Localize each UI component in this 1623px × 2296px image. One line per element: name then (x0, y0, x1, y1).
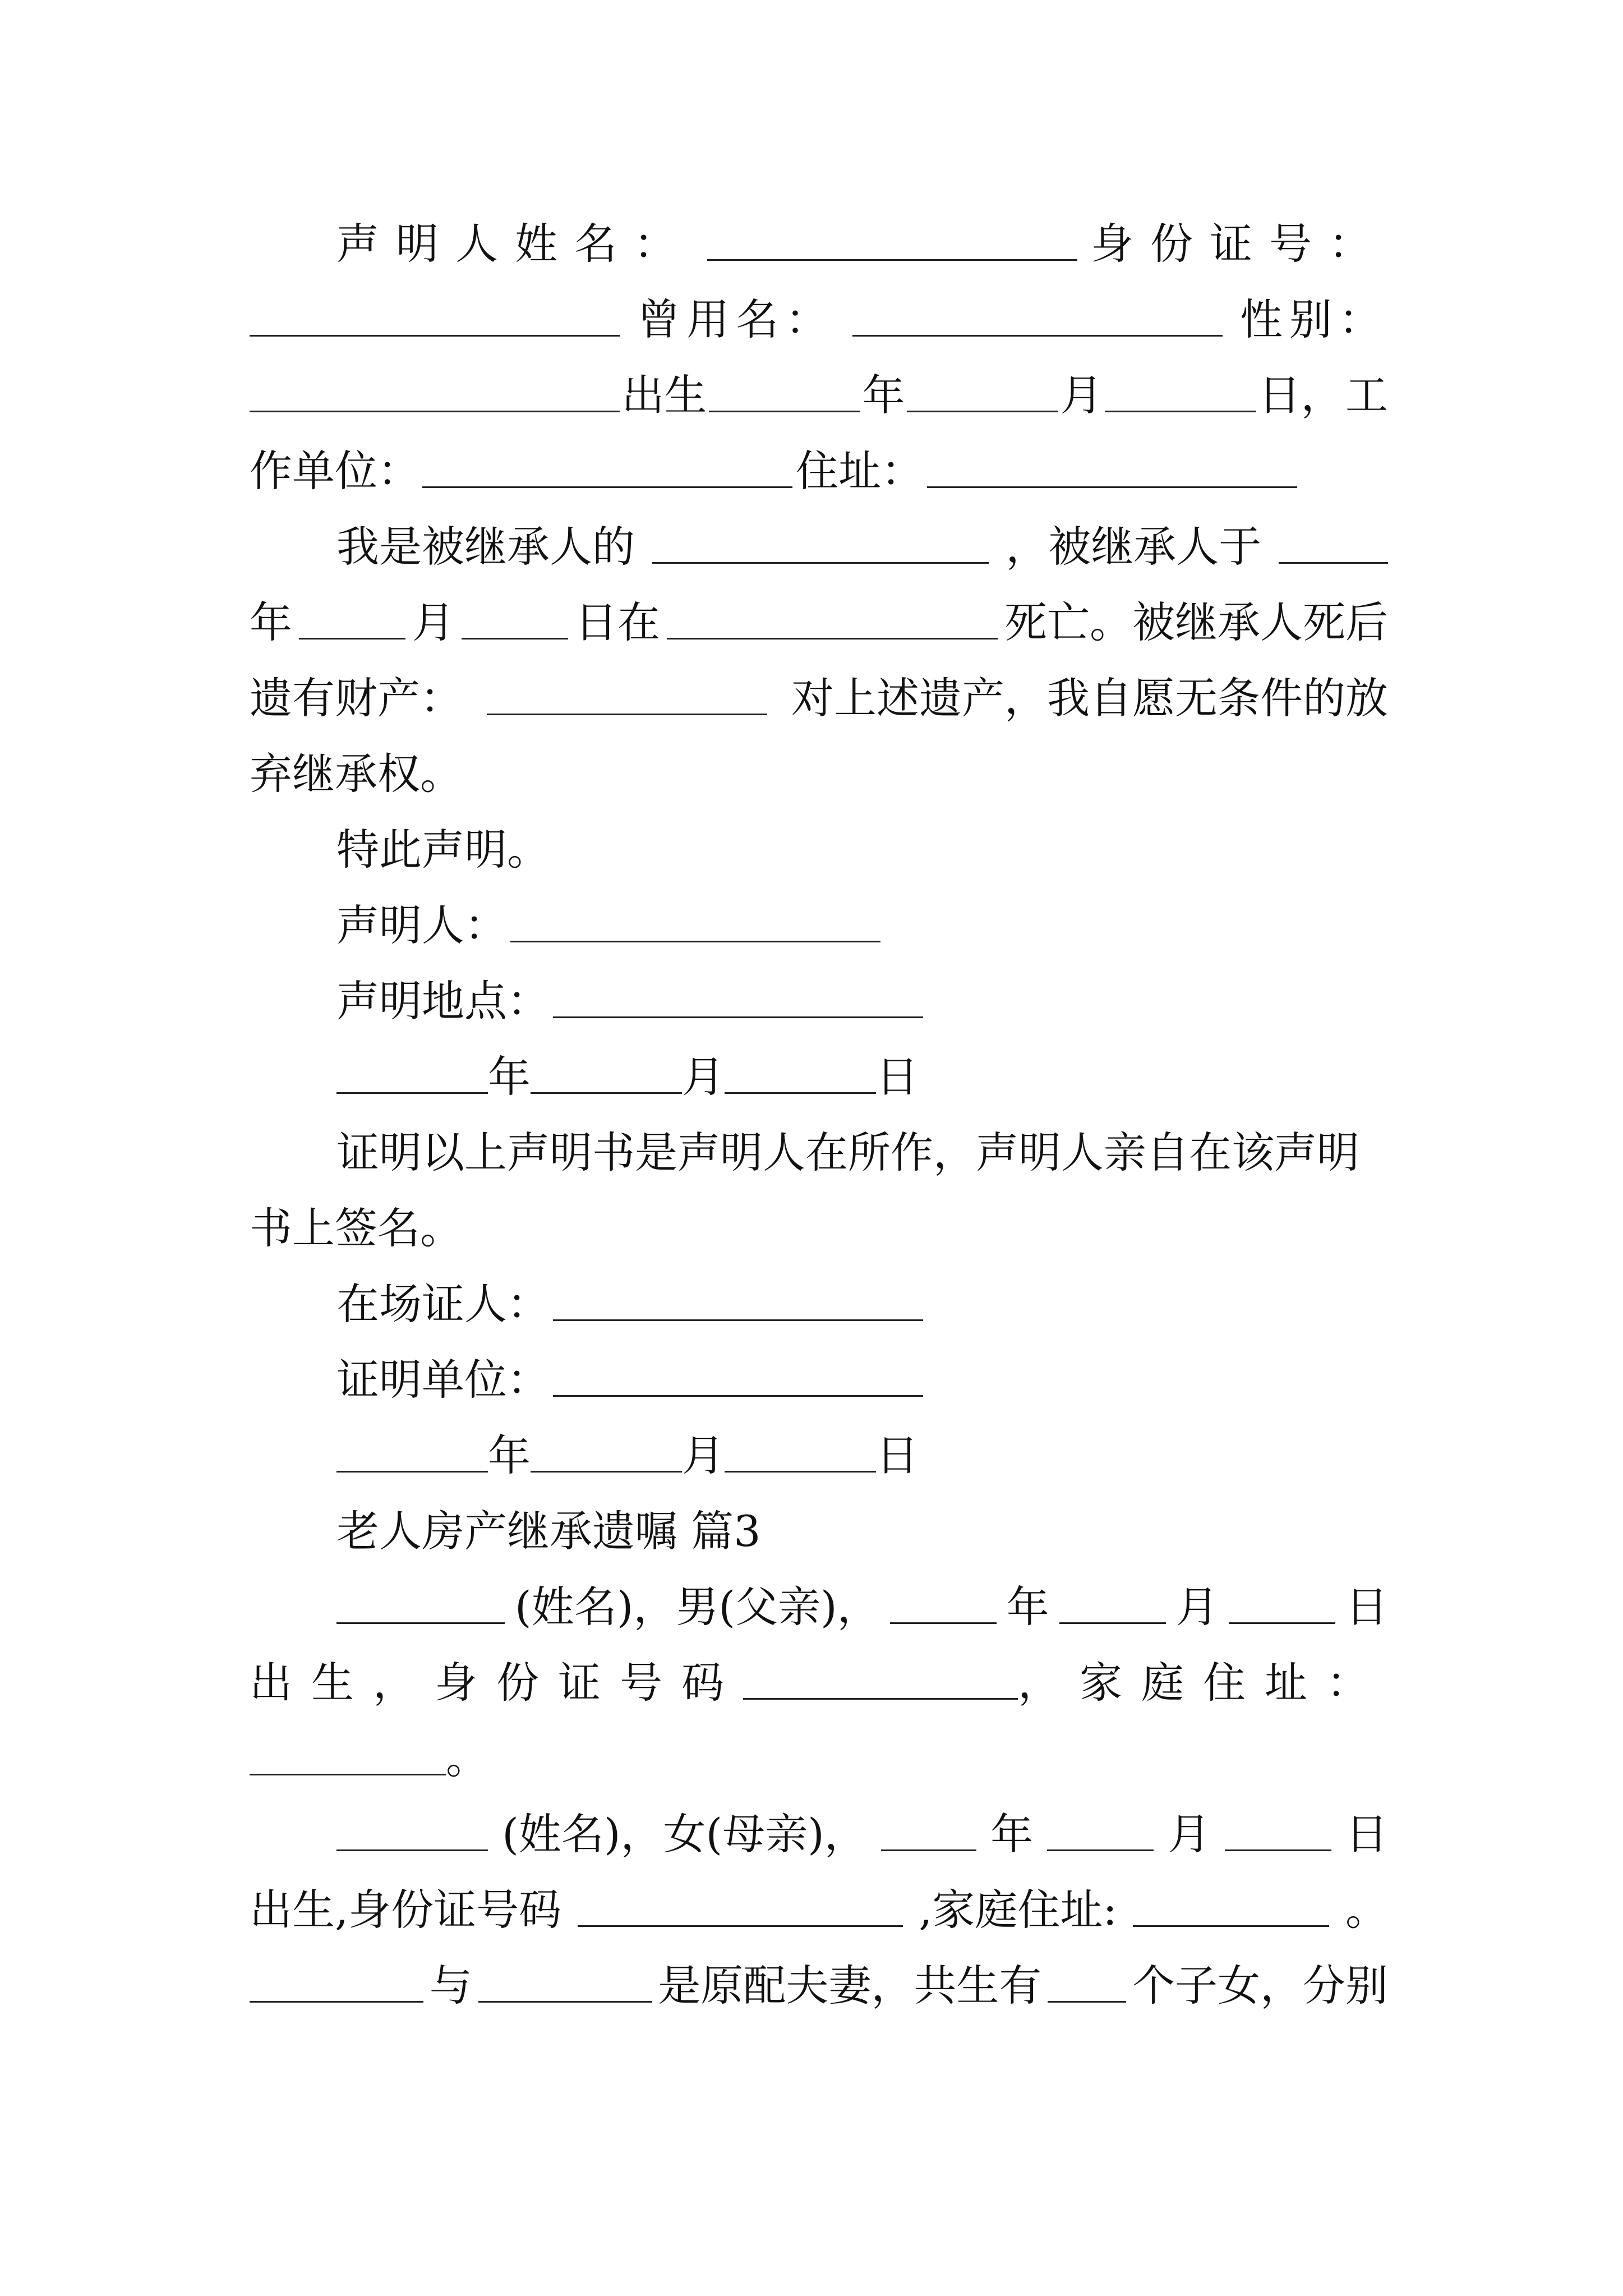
mother-name-blank (336, 1849, 488, 1851)
relation-blank (652, 562, 989, 564)
proof-year-blank (336, 1471, 488, 1473)
decl-day-label: 日 (876, 1052, 919, 1102)
death-text: 死亡。被继承人死后 (1004, 597, 1388, 647)
father-day-blank (1229, 1622, 1335, 1624)
death-day-blank (462, 638, 568, 639)
mother-year-label: 年 (990, 1809, 1034, 1859)
birth-month-blank (907, 411, 1058, 412)
gender-label: 性别： (1239, 295, 1388, 344)
birth-year-label: 年 (862, 370, 905, 420)
witness-blank (553, 1319, 923, 1321)
mother-month-label: 月 (1168, 1809, 1211, 1859)
estate-label: 遗有财产： (250, 673, 463, 723)
former-name-blank (852, 335, 1223, 337)
section-title: 老人房产继承遗嘱 篇3 (336, 1506, 761, 1556)
death-intro: ，被继承人于 (1006, 522, 1262, 572)
declarant-label: 声明人： (336, 900, 507, 950)
work-label: 作单位： (250, 446, 420, 496)
mother-id-line (250, 1879, 1388, 1941)
mother-day-blank (1225, 1849, 1331, 1851)
gender-blank (250, 411, 620, 412)
father-address-blank (250, 1774, 446, 1775)
declarant-line (336, 895, 1388, 956)
unit-blank (553, 1395, 923, 1397)
birth-day-blank (1105, 411, 1256, 412)
wife-blank (478, 2001, 652, 2003)
place-line (336, 970, 1388, 1032)
waiver-text: 对上述遗产，我自愿无条件的放 (791, 673, 1388, 723)
proof-month-label: 月 (682, 1430, 725, 1480)
father-id-line (250, 1652, 1388, 1714)
former-name-line (250, 289, 1388, 351)
father-address-line (250, 1728, 1388, 1789)
name-label: 声明人姓名： (336, 219, 693, 269)
declarant-blank (510, 941, 880, 942)
declarant-name-line (336, 213, 1388, 275)
couple-line (250, 1955, 1388, 2017)
death-year-blank (1279, 562, 1388, 564)
proof-date-line (336, 1425, 1388, 1487)
mother-name-label: (姓名)，女(母亲)， (502, 1809, 867, 1859)
and-label: 与 (429, 1961, 472, 2010)
declaration-date-line (336, 1046, 1388, 1108)
mother-id-blank (578, 1925, 903, 1927)
birth-year-blank (709, 411, 860, 412)
father-id-label: 出生，身份证号码 (250, 1658, 743, 1708)
mother-address-end: 。 (1345, 1885, 1388, 1935)
decl-year-blank (336, 1092, 488, 1094)
decl-day-blank (725, 1092, 876, 1094)
death-month-blank (299, 638, 405, 639)
father-month-label: 月 (1175, 1582, 1219, 1632)
proof-text-line: 证明以上声明书是声明人在所作，声明人亲自在该声明 (336, 1128, 1359, 1177)
unit-label: 证明单位： (336, 1355, 550, 1405)
father-day-label: 日 (1345, 1582, 1388, 1632)
children-text: 个子女，分别 (1132, 1961, 1388, 2010)
father-id-blank (743, 1698, 1018, 1700)
death-day-label: 日在 (575, 597, 660, 647)
death-place-blank (667, 638, 998, 639)
father-year-label: 年 (1006, 1582, 1049, 1632)
former-name-label: 曾用名： (637, 295, 835, 344)
work-char: 工 (1345, 370, 1388, 420)
id-label: 身份证号： (1091, 219, 1388, 269)
decl-month-blank (531, 1092, 682, 1094)
witness-line (336, 1273, 1388, 1335)
mother-line (336, 1803, 1388, 1865)
death-date-line (250, 592, 1388, 654)
id-blank (250, 335, 620, 337)
place-blank (553, 1016, 923, 1018)
father-month-blank (1059, 1622, 1166, 1624)
proof-month-blank (531, 1471, 682, 1473)
father-name-label: (姓名)，男(父亲)， (515, 1582, 880, 1632)
mother-address-blank (1133, 1925, 1329, 1927)
work-address-line (250, 440, 1388, 502)
waiver-end-line: 弃继承权。 (250, 749, 463, 799)
proof-day-blank (725, 1471, 876, 1473)
proof-day-label: 日 (876, 1430, 919, 1480)
father-address-end: 。 (446, 1733, 488, 1783)
unit-line (336, 1349, 1388, 1411)
birth-day-label: 日， (1258, 370, 1344, 420)
mother-id-label: 出生,身份证号码 (250, 1885, 562, 1935)
father-line (336, 1576, 1388, 1638)
birth-month-label: 月 (1060, 370, 1103, 420)
work-blank (422, 486, 792, 488)
relation-text: 我是被继承人的 (336, 522, 635, 572)
name-blank (707, 259, 1077, 261)
birth-line (250, 365, 1388, 426)
address-label: 住址： (796, 446, 924, 496)
decl-year-label: 年 (488, 1052, 531, 1102)
couple-text: 是原配夫妻，共生有 (658, 1961, 1042, 2010)
father-address-label: ，家庭住址： (1018, 1658, 1388, 1708)
proof-text-end: 书上签名。 (250, 1203, 463, 1253)
relation-line (336, 516, 1388, 578)
mother-address-label: ,家庭住址: (919, 1885, 1117, 1935)
father-year-blank (890, 1622, 997, 1624)
address-blank (927, 486, 1297, 488)
father-name-blank (336, 1622, 505, 1624)
decl-month-label: 月 (682, 1052, 725, 1102)
mother-day-label: 日 (1345, 1809, 1388, 1859)
mother-month-blank (1047, 1849, 1154, 1851)
witness-label: 在场证人： (336, 1279, 550, 1329)
death-month-label: 月 (412, 597, 455, 647)
husband-blank (250, 2001, 423, 2003)
birth-label: 出生 (621, 370, 707, 420)
mother-year-blank (881, 1849, 976, 1851)
children-count-blank (1048, 2001, 1126, 2003)
death-year-label: 年 (250, 597, 292, 647)
special-declaration: 特此声明。 (336, 825, 550, 875)
estate-blank (487, 714, 767, 715)
estate-line (250, 668, 1388, 729)
place-label: 声明地点： (336, 976, 550, 1026)
proof-year-label: 年 (488, 1430, 531, 1480)
